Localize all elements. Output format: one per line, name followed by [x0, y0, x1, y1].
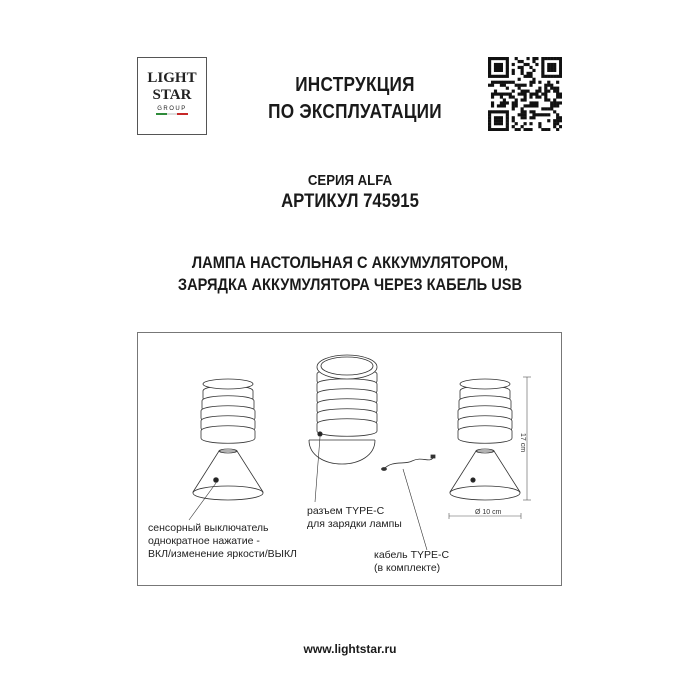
series-label: СЕРИЯ ALFA — [307, 172, 393, 189]
caption-line: (в комплекте) — [374, 562, 441, 574]
caption-line: ВКЛ/изменение яркости/ВЫКЛ — [148, 548, 297, 560]
article-number: АРТИКУЛ 745915 — [281, 191, 419, 212]
touch-switch-dot — [214, 478, 219, 483]
height-label: 17 cm — [519, 433, 526, 453]
caption-line: кабель TYPE-C — [374, 549, 450, 561]
port-caption — [307, 505, 402, 531]
caption-line: однократное нажатие - — [148, 535, 260, 547]
usb-cable — [382, 455, 436, 471]
logo-line1: LIGHT — [147, 70, 197, 86]
qr-code-icon — [488, 57, 562, 131]
cable-caption — [374, 549, 449, 575]
document-title — [248, 72, 463, 126]
title-line-2: ПО ЭКСПЛУАТАЦИИ — [268, 101, 442, 123]
logo-line3: GROUP — [157, 106, 187, 112]
lamp-front-view — [193, 379, 263, 500]
website-link[interactable]: www.lightstar.ru — [303, 642, 397, 656]
brand-logo — [137, 57, 207, 135]
diameter-label: Ø 10 cm — [475, 509, 502, 516]
description-line-1: ЛАМПА НАСТОЛЬНАЯ С АККУМУЛЯТОРОМ, — [191, 253, 509, 272]
touch-switch-caption — [148, 522, 297, 561]
logo-line2: STAR — [152, 87, 192, 103]
title-line-1: ИНСТРУКЦИЯ — [295, 74, 415, 96]
lamp-dimension-view — [450, 379, 520, 500]
caption-line: разъем TYPE-C — [307, 505, 385, 517]
charging-port-dot — [318, 432, 322, 436]
caption-line: сенсорный выключатель — [148, 522, 269, 534]
product-description — [118, 252, 582, 296]
caption-line: для зарядки лампы — [307, 518, 402, 530]
description-line-2: ЗАРЯДКА АККУМУЛЯТОРА ЧЕРЕЗ КАБЕЛЬ USB — [177, 275, 523, 294]
